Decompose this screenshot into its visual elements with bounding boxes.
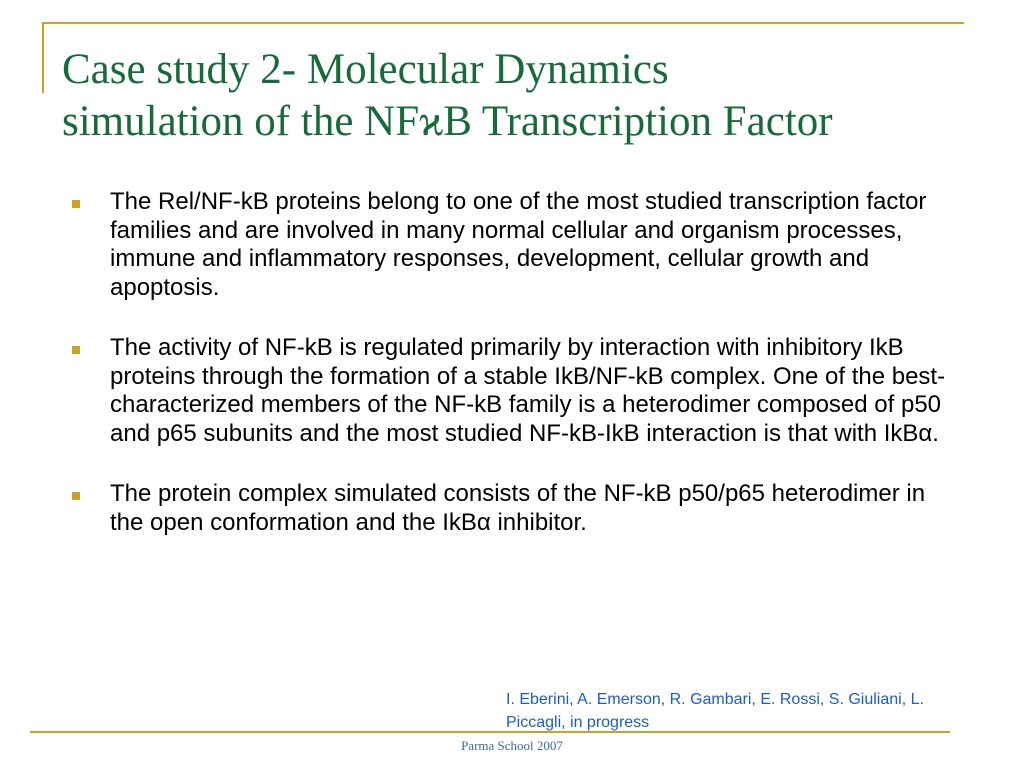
bullet-square-icon xyxy=(72,492,80,500)
bottom-rule xyxy=(30,731,950,733)
footer-text: Parma School 2007 xyxy=(461,738,563,753)
bullet-square-icon xyxy=(72,346,80,354)
bullet-item xyxy=(72,188,962,302)
left-rule xyxy=(42,22,44,93)
bullet-square-icon xyxy=(72,200,80,208)
bullet-text: The protein complex simulated consists of the NF-kB p50/p65 heterodimer in the open conformation and the IkBα inhibitor. xyxy=(110,480,926,536)
slide-title xyxy=(62,44,992,148)
bullet-item xyxy=(72,334,962,448)
citation-note: I. Eberini, A. Emerson, R. Gambari, E. Rossi, S. Giuliani, L. Piccagli, in progress xyxy=(506,691,924,731)
title-line-2: simulation of the NFϰB Transcription Factor xyxy=(62,98,833,145)
bullet-list xyxy=(72,188,962,569)
bullet-text: The activity of NF-kB is regulated primarily by interaction with inhibitory IkB proteins through the formation of a stable IkB/NF-kB complex. One of the best-characterized members of the NF-kB family is a heterodimer composed of p50 and p65 subunits and the most studied NF-kB-IkB interaction is that with IkBα. xyxy=(110,334,946,447)
bullet-text: The Rel/NF-kB proteins belong to one of the most studied transcription factor families and are involved in many normal cellular and organism processes, immune and inflammatory responses, development, cellular growth and apoptosis. xyxy=(110,188,927,301)
title-line-1: Case study 2- Molecular Dynamics xyxy=(62,46,669,93)
top-rule xyxy=(42,22,964,24)
bullet-item xyxy=(72,480,962,537)
